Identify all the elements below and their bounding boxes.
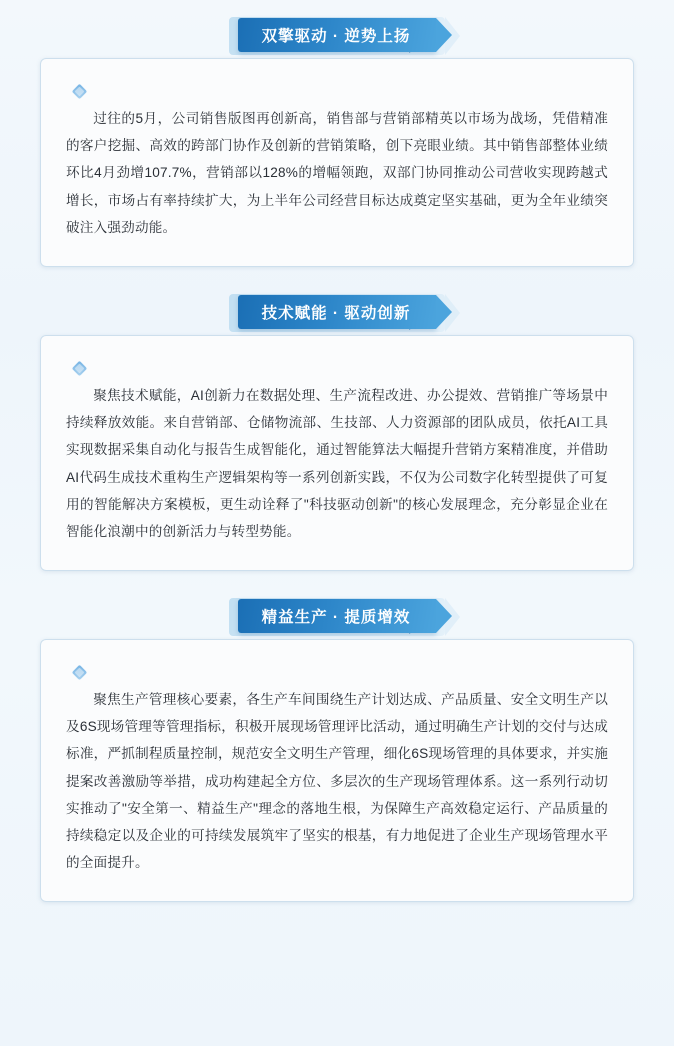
diamond-bullet-icon <box>72 361 88 377</box>
section-heading-wrap-1 <box>0 12 674 58</box>
diamond-bullet-icon <box>72 84 88 100</box>
section-heading-3: 精益生产 · 提质增效 <box>238 599 437 633</box>
section-card-2 <box>40 335 634 571</box>
section-heading-2: 技术赋能 · 驱动创新 <box>238 295 437 329</box>
section-body-2: 聚焦技术赋能，AI创新力在数据处理、生产流程改进、办公提效、营销推广等场景中持续释放效能。来自营销部、仓储物流部、生技部、人力资源部的团队成员，依托AI工具实现数据采集自动化与报告生成智能化，通过智能算法大幅提升营销方案精准度，并借助AI代码生成技术重构生产逻辑架构等一系列创新实践，不仅为公司数字化转型提供了可复用的智能解决方案模板，更生动诠释了"科技驱动创新"的核心发展理念，充分彰显企业在智能化浪潮中的创新活力与转型势能。 <box>66 387 608 539</box>
section-heading-1: 双擎驱动 · 逆势上扬 <box>238 18 437 52</box>
section-card-1 <box>40 58 634 267</box>
section-card-3 <box>40 639 634 902</box>
section-heading-wrap-3 <box>0 593 674 639</box>
section-3 <box>0 593 674 902</box>
section-heading-wrap-2 <box>0 289 674 335</box>
diamond-bullet-icon <box>72 665 88 681</box>
section-body-3: 聚焦生产管理核心要素，各生产车间围绕生产计划达成、产品质量、安全文明生产以及6S现场管理等管理指标，积极开展现场管理评比活动，通过明确生产计划的交付与达成标准，严抓制程质量控制，规范安全文明生产管理，细化6S现场管理的具体要求，并实施提案改善激励等举措，成功构建起全方位、多层次的生产现场管理体系。这一系列行动切实推动了"安全第一、精益生产"理念的落地生根，为保障生产高效稳定运行、产品质量的持续稳定以及企业的可持续发展筑牢了坚实的根基，有力地促进了企业生产现场管理水平的全面提升。 <box>66 692 608 871</box>
section-body-1: 过往的5月，公司销售版图再创新高，销售部与营销部精英以市场为战场，凭借精准的客户挖掘、高效的跨部门协作及创新的营销策略，创下亮眼业绩。其中销售部整体业绩环比4月劲增107.7%，营销部以128%的增幅领跑，双部门协同推动公司营收实现跨越式增长，市场占有率持续扩大，为上半年公司经营目标达成奠定坚实基础，更为全年业绩突破注入强劲动能。 <box>66 111 608 235</box>
section-2 <box>0 289 674 571</box>
section-1 <box>0 12 674 267</box>
